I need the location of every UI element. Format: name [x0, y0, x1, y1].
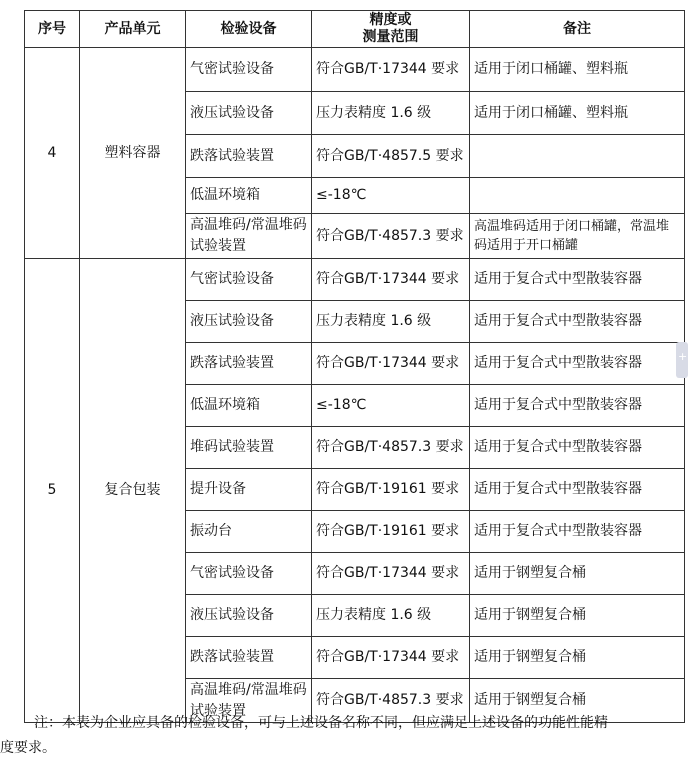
table-header-row — [25, 11, 685, 48]
equipment-cell: 气密试验设备 — [186, 48, 312, 92]
remarks-cell: 高温堆码适用于闭口桶罐，常温堆码适用于开口桶罐 — [470, 214, 685, 259]
equipment-cell: 液压试验设备 — [186, 595, 312, 637]
header-remarks: 备注 — [470, 11, 685, 48]
remarks-cell: 适用于复合式中型散装容器 — [470, 469, 685, 511]
remarks-cell: 适用于钢塑复合桶 — [470, 637, 685, 679]
precision-cell: 符合GB/T·4857.3 要求 — [312, 427, 470, 469]
header-precision: 精度或 测量范围 — [312, 11, 470, 48]
equipment-cell: 高温堆码/常温堆码试验装置 — [186, 679, 312, 723]
header-equipment: 检验设备 — [186, 11, 312, 48]
table-row — [25, 259, 685, 301]
precision-cell: 符合GB/T·19161 要求 — [312, 511, 470, 553]
footnote-line-2: 度要求。 — [0, 740, 56, 756]
remarks-cell: 适用于闭口桶罐、塑料瓶 — [470, 48, 685, 92]
table-row — [25, 48, 685, 92]
side-scroll-handle[interactable]: + — [676, 342, 688, 378]
equipment-cell: 气密试验设备 — [186, 259, 312, 301]
remarks-cell: 适用于钢塑复合桶 — [470, 553, 685, 595]
precision-cell: 符合GB/T·17344 要求 — [312, 553, 470, 595]
precision-cell: 符合GB/T·4857.3 要求 — [312, 679, 470, 723]
remarks-cell: 适用于复合式中型散装容器 — [470, 511, 685, 553]
remarks-cell: 适用于复合式中型散装容器 — [470, 343, 685, 385]
unit-cell: 塑料容器 — [80, 48, 186, 259]
precision-cell: 符合GB/T·17344 要求 — [312, 259, 470, 301]
header-seq: 序号 — [25, 11, 80, 48]
equipment-table — [24, 10, 685, 723]
equipment-cell: 液压试验设备 — [186, 301, 312, 343]
precision-cell: 符合GB/T·19161 要求 — [312, 469, 470, 511]
equipment-cell: 气密试验设备 — [186, 553, 312, 595]
remarks-cell: 适用于复合式中型散装容器 — [470, 259, 685, 301]
equipment-cell: 高温堆码/常温堆码试验装置 — [186, 214, 312, 259]
equipment-cell: 跌落试验装置 — [186, 343, 312, 385]
seq-cell: 4 — [25, 48, 80, 259]
equipment-cell: 跌落试验装置 — [186, 637, 312, 679]
remarks-cell: 适用于钢塑复合桶 — [470, 595, 685, 637]
precision-cell: ≤-18℃ — [312, 178, 470, 214]
equipment-cell: 振动台 — [186, 511, 312, 553]
precision-cell: 符合GB/T·17344 要求 — [312, 48, 470, 92]
equipment-cell: 低温环境箱 — [186, 385, 312, 427]
precision-cell: 压力表精度 1.6 级 — [312, 92, 470, 135]
precision-cell: 压力表精度 1.6 级 — [312, 595, 470, 637]
table-footnote — [0, 711, 700, 761]
equipment-cell: 提升设备 — [186, 469, 312, 511]
seq-cell: 5 — [25, 259, 80, 723]
equipment-cell: 堆码试验装置 — [186, 427, 312, 469]
precision-cell: 压力表精度 1.6 级 — [312, 301, 470, 343]
precision-cell: 符合GB/T·17344 要求 — [312, 637, 470, 679]
remarks-cell: 适用于复合式中型散装容器 — [470, 301, 685, 343]
remarks-cell: 适用于闭口桶罐、塑料瓶 — [470, 92, 685, 135]
remarks-cell: 适用于复合式中型散装容器 — [470, 427, 685, 469]
equipment-cell: 低温环境箱 — [186, 178, 312, 214]
remarks-cell — [470, 135, 685, 178]
remarks-cell: 适用于复合式中型散装容器 — [470, 385, 685, 427]
precision-cell: 符合GB/T·17344 要求 — [312, 343, 470, 385]
remarks-cell — [470, 178, 685, 214]
precision-cell: 符合GB/T·4857.5 要求 — [312, 135, 470, 178]
precision-cell: ≤-18℃ — [312, 385, 470, 427]
unit-cell: 复合包装 — [80, 259, 186, 723]
precision-cell: 符合GB/T·4857.3 要求 — [312, 214, 470, 259]
footnote-line-1: 注：本表为企业应具备的检验设备，可与上述设备名称不同，但应满足上述设备的功能性能精 — [34, 715, 608, 731]
table-body — [25, 48, 685, 723]
remarks-cell: 适用于钢塑复合桶 — [470, 679, 685, 723]
header-unit: 产品单元 — [80, 11, 186, 48]
equipment-cell: 跌落试验装置 — [186, 135, 312, 178]
equipment-cell: 液压试验设备 — [186, 92, 312, 135]
